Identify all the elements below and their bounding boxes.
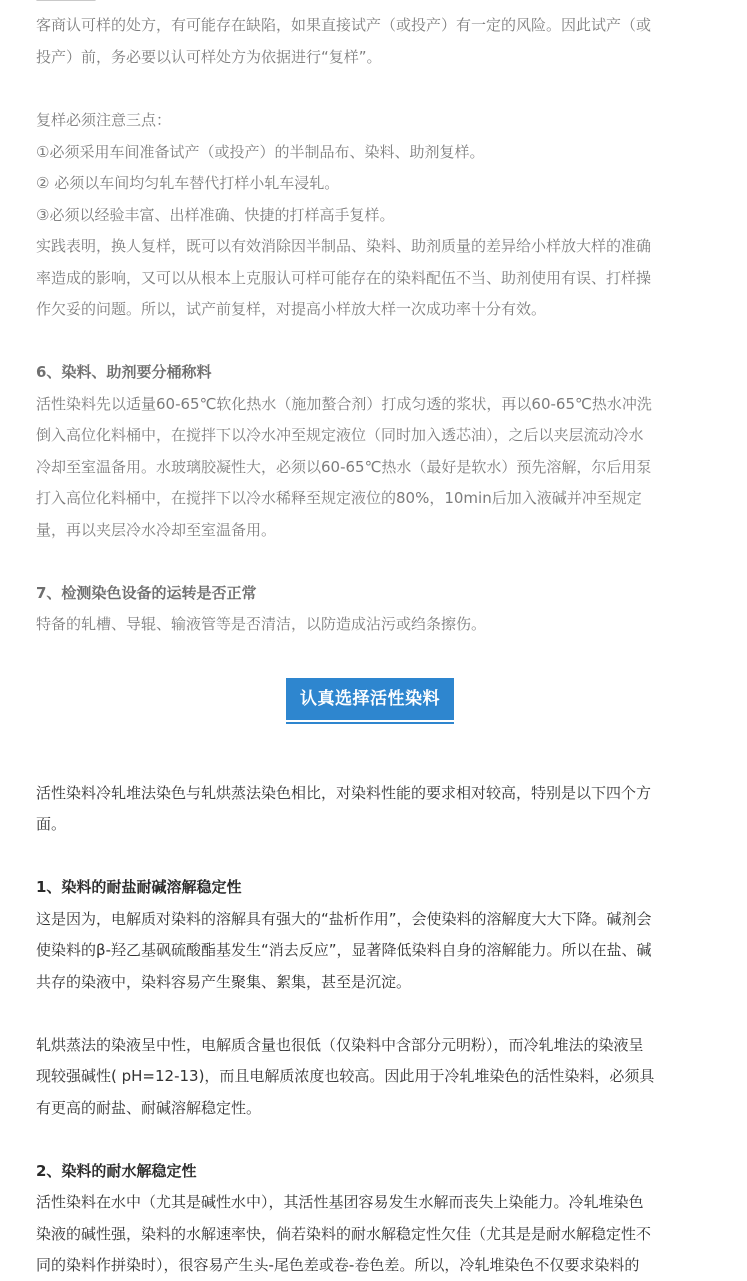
paragraph-line: 面。: [36, 815, 67, 833]
paragraph-line: 有更高的耐盐、耐碱溶解稳定性。: [36, 1099, 262, 1117]
paragraph-line: 特备的轧槽、导辊、输液管等是否清洁，以防造成沾污或绉条擦伤。: [36, 615, 487, 633]
paragraph-line: 活性染料在水中（尤其是碱性水中），其活性基团容易发生水解而丧失上染能力。冷轧堆染色: [36, 1193, 644, 1211]
paragraph-line: 倒入高位化料桶中，在搅拌下以冷水冲至规定液位（同时加入透芯油），之后以夹层流动冷水: [36, 426, 644, 444]
paragraph-line: 活性染料先以适量60-65℃软化热水（施加螯合剂）打成匀透的浆状，再以60-65℃热水冲洗: [36, 395, 652, 413]
list-heading: 复样必须注意三点：: [36, 111, 172, 129]
paragraph-line: 实践表明，换人复样，既可以有效消除因半制品、染料、助剂质量的差异给小样放大样的准确: [36, 237, 652, 255]
paragraph-line: 同的染料作拼染时），很容易产生头-尾色差或卷-卷色差。所以，冷轧堆染色不仅要求染料的: [36, 1256, 640, 1274]
section-heading: 7、检测染色设备的运转是否正常: [36, 584, 257, 602]
paragraph-line: 作欠妥的问题。所以，试产前复样，对提高小样放大样一次成功率十分有效。: [36, 300, 547, 318]
paragraph-line: 投产）前，务必要以认可样处方为依据进行“复样”。: [36, 48, 382, 66]
paragraph-line: 活性染料冷轧堆法染色与轧烘蒸法染色相比，对染料性能的要求相对较高，特别是以下四个方: [36, 784, 652, 802]
paragraph-line: 这是因为，电解质对染料的溶解具有强大的“盐析作用”，会使染料的溶解度大大下降。碱剂会: [36, 910, 652, 928]
list-item: ③必须以经验丰富、出样准确、快捷的打样高手复样。: [36, 206, 395, 224]
cropped-text-fragment: [36, 0, 96, 2]
list-item: ①必须采用车间准备试产（或投产）的半制品布、染料、助剂复样。: [36, 143, 485, 161]
section-heading: 2、染料的耐水解稳定性: [36, 1162, 197, 1180]
paragraph-line: 轧烘蒸法的染液呈中性，电解质含量也很低（仅染料中含部分元明粉），而冷轧堆法的染液呈: [36, 1036, 644, 1054]
section-title-underline: [286, 722, 454, 724]
paragraph-line: 冷却至室温备用。水玻璃胶凝性大，必须以60-65℃热水（最好是软水）预先溶解，尔后用泵: [36, 458, 652, 476]
paragraph-line: 现较强碱性( pH=12-13)，而且电解质浓度也较高。因此用于冷轧堆染色的活性染料，必须具: [36, 1067, 655, 1085]
section-title-banner: 认真选择活性染料: [286, 678, 454, 720]
list-item: ② 必须以车间均匀轧车替代打样小轧车浸轧。: [36, 174, 340, 192]
paragraph-line: 染液的碱性强，染料的水解速率快，倘若染料的耐水解稳定性欠佳（尤其是是耐水解稳定性不: [36, 1225, 652, 1243]
section-heading: 1、染料的耐盐耐碱溶解稳定性: [36, 878, 242, 896]
paragraph-line: 共存的染液中，染料容易产生聚集、絮集，甚至是沉淀。: [36, 973, 412, 991]
section-heading: 6、染料、助剂要分桶称料: [36, 363, 212, 381]
paragraph-line: 客商认可样的处方，有可能存在缺陷，如果直接试产（或投产）有一定的风险。因此试产（或: [36, 16, 652, 34]
paragraph-line: 率造成的影响，又可以从根本上克服认可样可能存在的染料配伍不当、助剂使用有误、打样操: [36, 269, 652, 287]
paragraph-line: 量，再以夹层冷水冷却至室温备用。: [36, 521, 277, 539]
paragraph-line: 打入高位化料桶中，在搅拌下以冷水稀释至规定液位的80%，10min后加入液碱并冲至规定: [36, 489, 642, 507]
paragraph-line: 使染料的β-羟乙基砜硫酸酯基发生“消去反应”，显著降低染料自身的溶解能力。所以在盐、碱: [36, 941, 652, 959]
